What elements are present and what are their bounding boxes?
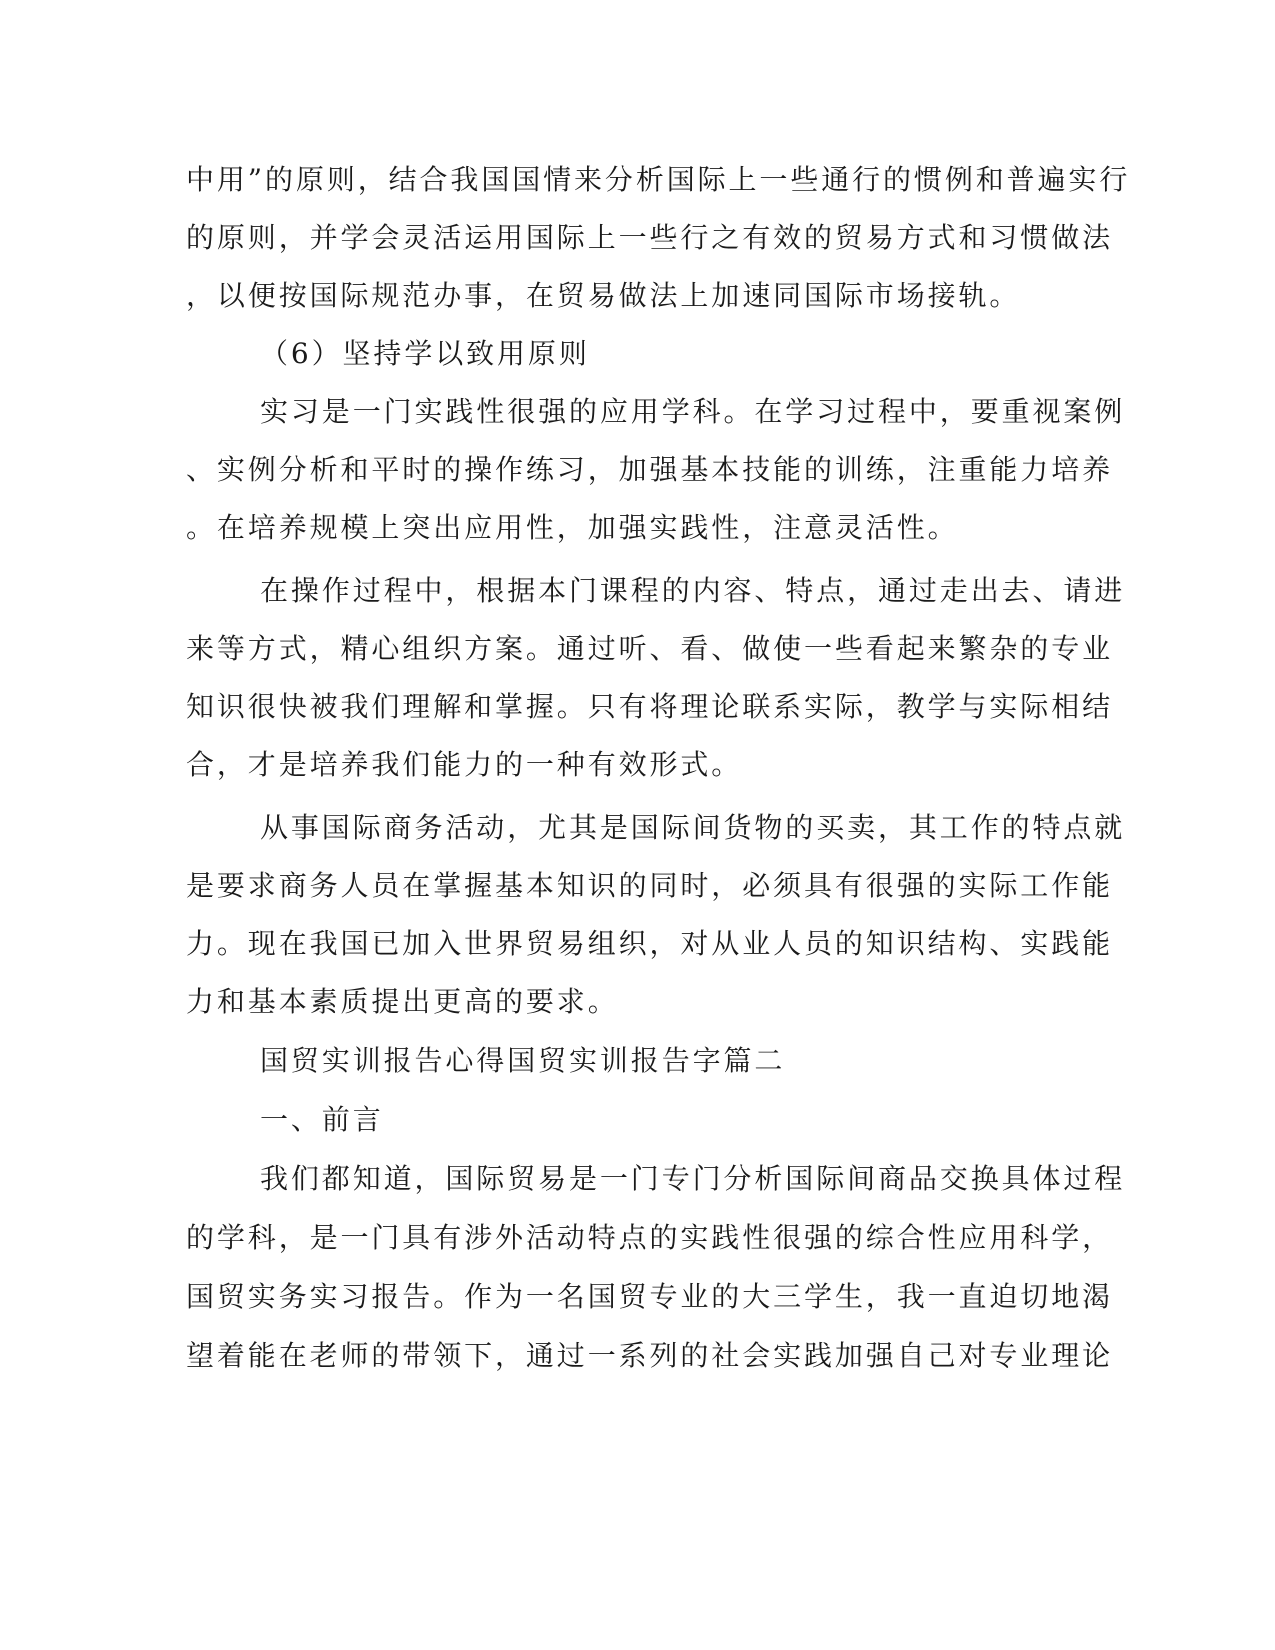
text-line: 中用”的原则，结合我国国情来分析国际上一些通行的惯例和普遍实行 (186, 163, 1131, 196)
text-line: 望着能在老师的带领下，通过一系列的社会实践加强自己对专业理论 (186, 1339, 1114, 1372)
text-line: 来等方式，精心组织方案。通过听、看、做使一些看起来繁杂的专业 (186, 632, 1114, 665)
section-title: 国贸实训报告心得国贸实训报告字篇二 (260, 1044, 786, 1077)
text-line: 国贸实务实习报告。作为一名国贸专业的大三学生，我一直迫切地渴 (186, 1280, 1114, 1313)
text-line: 的学科，是一门具有涉外活动特点的实践性很强的综合性应用科学， (186, 1221, 1114, 1254)
text-line: 力和基本素质提出更高的要求。 (186, 985, 619, 1018)
text-line: 的原则，并学会灵活运用国际上一些行之有效的贸易方式和习惯做法 (186, 221, 1114, 254)
text-line: 我们都知道，国际贸易是一门专门分析国际间商品交换具体过程 (260, 1162, 1126, 1195)
section-heading: （6）坚持学以致用原则 (260, 337, 590, 370)
text-line: 力。现在我国已加入世界贸易组织，对从业人员的知识结构、实践能 (186, 927, 1114, 960)
text-line: 知识很快被我们理解和掌握。只有将理论联系实际，教学与实际相结 (186, 690, 1114, 723)
text-line: 、实例分析和平时的操作练习，加强基本技能的训练，注重能力培养 (186, 453, 1114, 486)
text-line: ，以便按国际规范办事，在贸易做法上加速同国际市场接轨。 (186, 279, 1021, 312)
text-line: 。在培养规模上突出应用性，加强实践性，注意灵活性。 (186, 511, 959, 544)
text-line: 从事国际商务活动，尤其是国际间货物的买卖，其工作的特点就 (260, 811, 1126, 844)
text-line: 合，才是培养我们能力的一种有效形式。 (186, 748, 743, 781)
section-heading: 一、前言 (260, 1103, 384, 1136)
text-line: 在操作过程中，根据本门课程的内容、特点，通过走出去、请进 (260, 574, 1126, 607)
text-line: 是要求商务人员在掌握基本知识的同时，必须具有很强的实际工作能 (186, 869, 1114, 902)
text-line: 实习是一门实践性很强的应用学科。在学习过程中，要重视案例 (260, 395, 1126, 428)
